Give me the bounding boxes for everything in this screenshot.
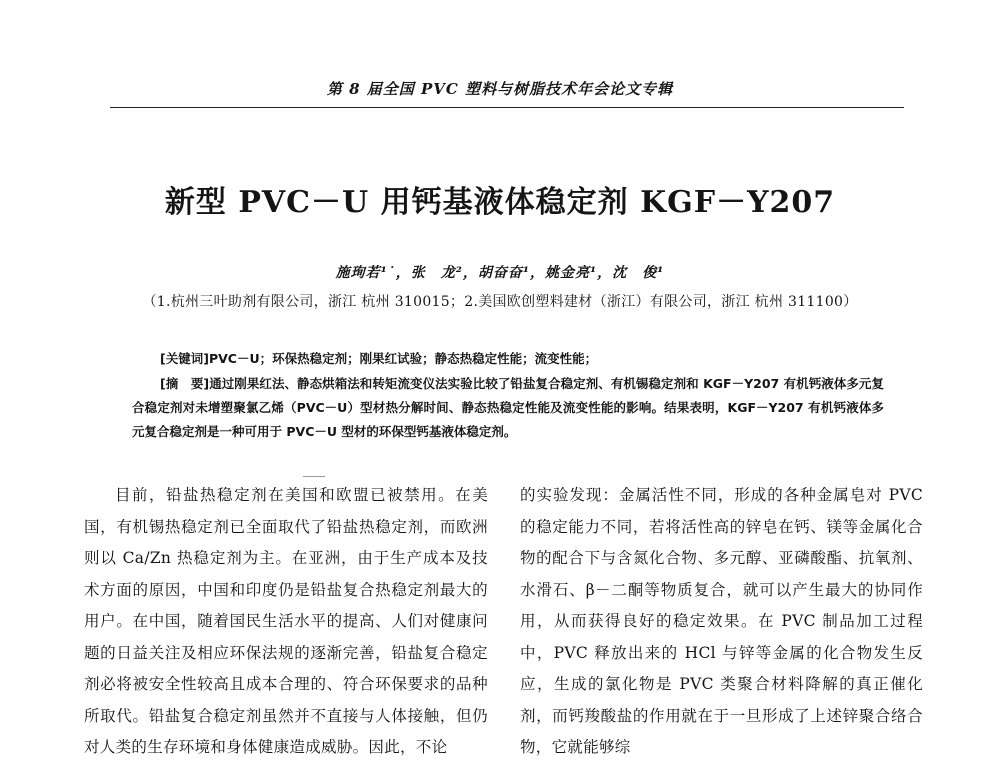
abstract: [132, 372, 884, 444]
section-divider: [303, 476, 325, 477]
running-head: 第 8 届全国 PVC 塑料与树脂技术年会论文专辑: [326, 80, 674, 98]
keywords: [160, 347, 900, 371]
header-rule: [110, 107, 904, 108]
abstract-text: 通过刚果红法、静态烘箱法和转矩流变仪法实验比较了铅盐复合稳定剂、有机锡稳定剂和 KGF－Y207 有机钙液体多元复合稳定剂对未增塑聚氯乙烯（PVC－U）型材热分解时间、静态热稳定性能及流变性能的影响。结果表明，KGF－Y207 有机钙液体多元复合稳定剂是一种可用于 PVC－U 型材的环保型钙基液体稳定剂。: [132, 376, 884, 439]
keywords-text: PVC－U；环保热稳定剂；刚果红试验；静态热稳定性能；流变性能；: [208, 351, 598, 366]
body-left-column: 目前，铅盐热稳定剂在美国和欧盟已被禁用。在美国，有机锡热稳定剂已全面取代了铅盐热稳定剂，而欧洲则以 Ca/Zn 热稳定剂为主。在亚洲，由于生产成本及技术方面的原因，中国和印度仍是铅盐复合热稳定剂最大的用户。在中国，随着国民生活水平的提高、人们对健康问题的日益关注及相应环保法规的逐渐完善，铅盐复合稳定剂必将被安全性较高且成本合理的、符合环保要求的品种所取代。铅盐复合稳定剂虽然并不直接与人体接触，但仍对人类的生存环境和身体健康造成威胁。因此，不论: [84, 486, 488, 756]
keywords-label: [关键词]: [160, 351, 209, 366]
abstract-label: [摘 要]: [160, 376, 210, 391]
affiliations: （1.杭州三叶助剂有限公司，浙江 杭州 310015；2.美国欧创塑料建材（浙江）有限公司，浙江 杭州 311100）: [142, 294, 858, 310]
body-right-column: 的实验发现：金属活性不同，形成的各种金属皂对 PVC 的稳定能力不同，若将活性高的锌皂在钙、镁等金属化合物的配合下与含氮化合物、多元醇、亚磷酸酯、抗氧剂、水滑石、β－二酮等物质复合，就可以产生最大的协同作用，从而获得良好的稳定效果。在 PVC 制品加工过程中，PVC 释放出来的 HCl 与锌等金属的化合物发生反应，生成的氯化物是 PVC 类聚合材料降解的真正催化剂，而钙羧酸盐的作用就在于一旦形成了上述锌聚合络合物，它就能够综: [520, 486, 923, 756]
paper-title: 新型 PVC－U 用钙基液体稳定剂 KGF－Y207: [164, 185, 836, 220]
authors: 施珣若¹˙，张 龙²，胡奋奋¹，姚金亮¹，沈 俊¹: [335, 265, 665, 281]
